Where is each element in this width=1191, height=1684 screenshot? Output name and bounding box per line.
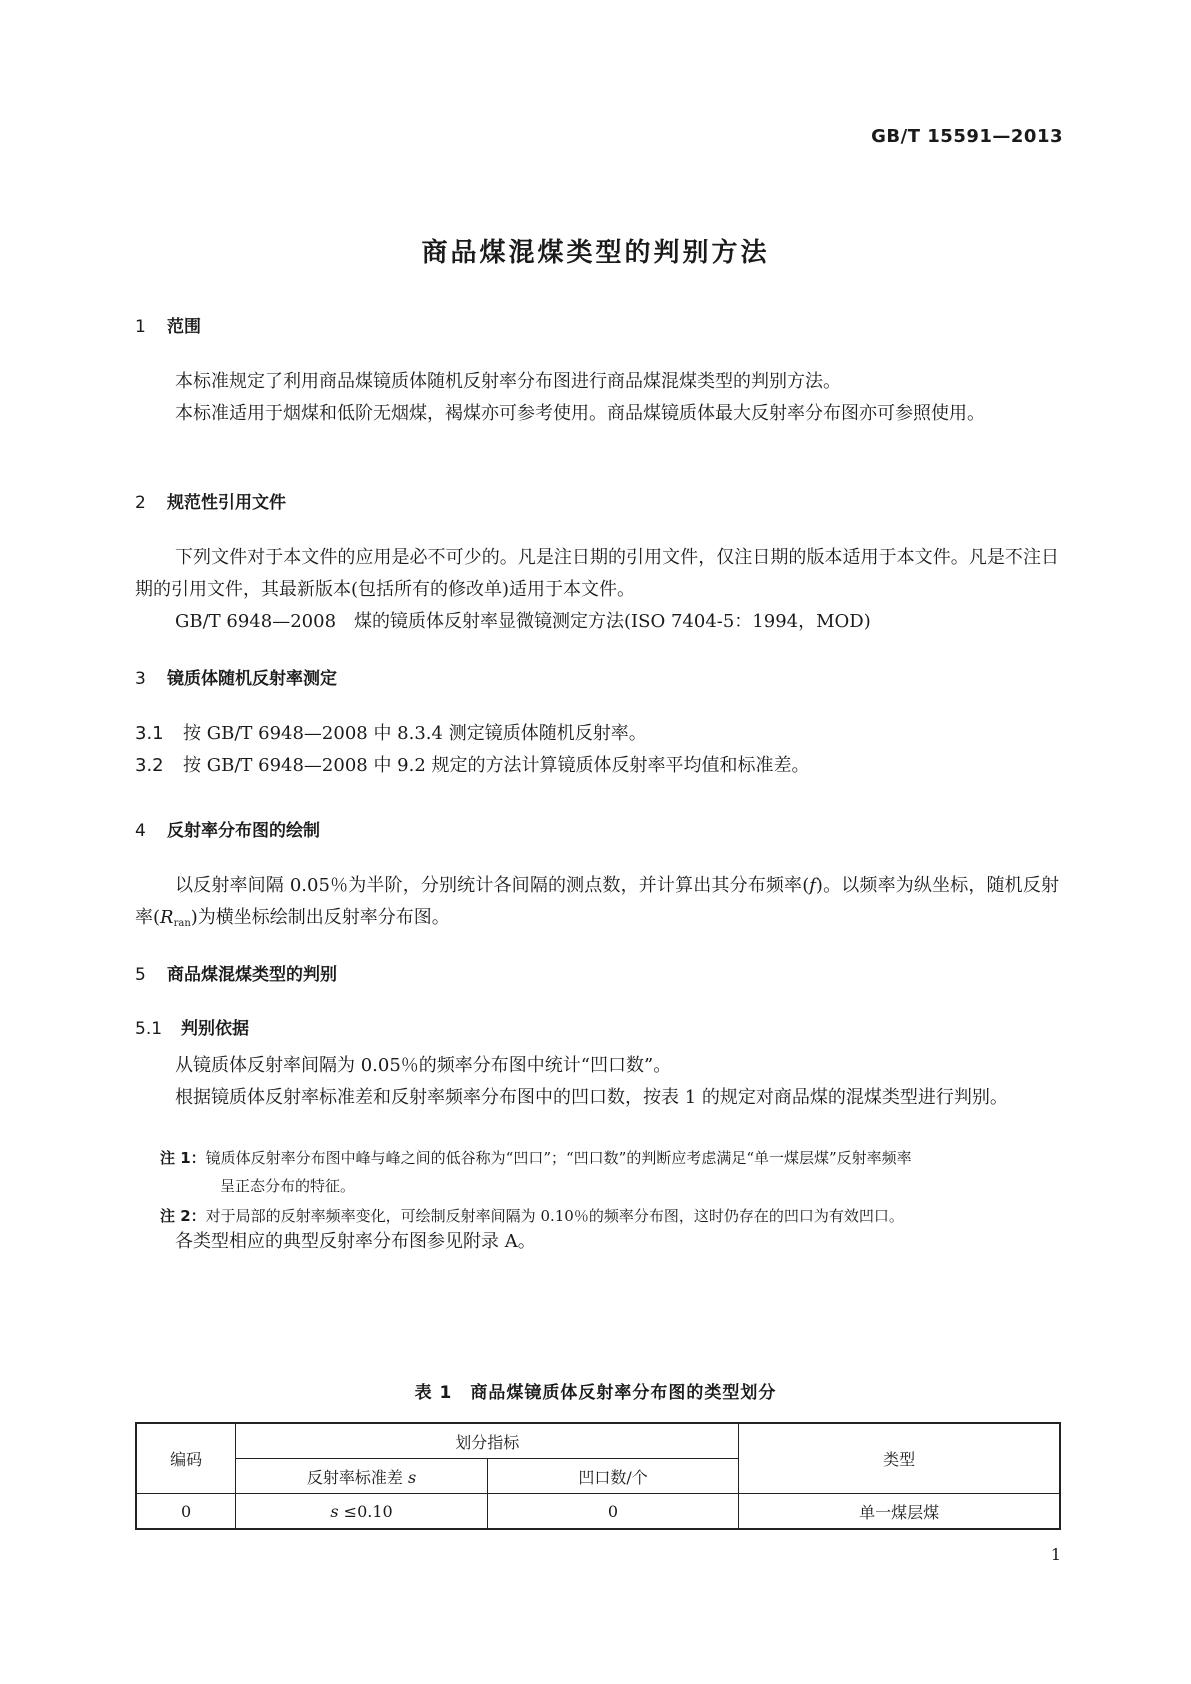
- paragraph: 下列文件对于本文件的应用是必不可少的。凡是注日期的引用文件，仅注日期的版本适用于本文件。凡是不注日期的引用文件，其最新版本(包括所有的修改单)适用于本文件。: [135, 547, 1059, 600]
- page-number: 1: [1050, 1545, 1061, 1564]
- clause-text: 按 GB/T 6948—2008 中 9.2 规定的方法计算镜质体反射率平均值和标准差。: [183, 755, 810, 776]
- section-2-heading: [135, 488, 286, 513]
- header-index: 划分指标: [236, 1423, 739, 1459]
- section-title: 范围: [167, 317, 201, 337]
- section-title: 判别依据: [181, 1019, 249, 1039]
- note-label: 注 1：: [160, 1149, 206, 1167]
- table-header-row: [136, 1423, 1060, 1459]
- text-run: )。以频率为纵坐标，随机反射率(: [135, 875, 1059, 928]
- table-1: [135, 1422, 1061, 1530]
- subscript-ran: ran: [173, 918, 191, 929]
- section-number: 4: [135, 821, 146, 841]
- normative-reference: GB/T 6948—2008 煤的镜质体反射率显微镜测定方法(ISO 7404-5：1994，MOD): [175, 611, 871, 632]
- note-1: [160, 1144, 1060, 1200]
- cell-std-value: ≤0.10: [338, 1501, 393, 1521]
- standard-code: GB/T 15591—2013: [871, 126, 1063, 147]
- text-run: )为横坐标绘制出反射率分布图。: [190, 907, 450, 928]
- section-number: 5.1: [135, 1019, 163, 1039]
- header-std-label: 反射率标准差: [306, 1467, 408, 1487]
- variable-s: s: [330, 1501, 339, 1521]
- section-number: 1: [135, 317, 146, 337]
- cell-notch-count: 0: [487, 1494, 738, 1530]
- variable-s: s: [407, 1467, 417, 1487]
- cell-std-dev: [236, 1494, 488, 1530]
- paragraph: 从镜质体反射率间隔为 0.05％的频率分布图中统计“凹口数”。: [175, 1055, 672, 1076]
- paragraph: 根据镜质体反射率标准差和反射率频率分布图中的凹口数，按表 1 的规定对商品煤的混煤类型进行判别。: [175, 1087, 1008, 1108]
- section-5-heading: [135, 960, 337, 985]
- paragraph: [135, 870, 1059, 940]
- clause-number: 3.2: [135, 755, 164, 776]
- section-number: 5: [135, 965, 146, 985]
- section-title: 镜质体随机反射率测定: [167, 669, 337, 689]
- clause-3-2: [135, 750, 1059, 782]
- section-number: 3: [135, 669, 146, 689]
- note-text: 镜质体反射率分布图中峰与峰之间的低谷称为“凹口”；“凹口数”的判断应考虑满足“单一煤层煤”反射率频率: [205, 1149, 912, 1167]
- section-title: 规范性引用文件: [167, 493, 286, 513]
- clause-number: 3.1: [135, 723, 164, 744]
- header-std-dev: [236, 1459, 488, 1494]
- document-title: 商品煤混煤类型的判别方法: [421, 238, 770, 268]
- header-notch-count: 凹口数/个: [487, 1459, 738, 1494]
- note-text-continued: 呈正态分布的特征。: [220, 1177, 356, 1195]
- section-3-heading: [135, 664, 337, 689]
- section-4-heading: [135, 816, 320, 841]
- variable-r: R: [160, 907, 174, 928]
- header-code: 编码: [136, 1423, 236, 1494]
- header-type: 类型: [739, 1423, 1060, 1494]
- section-1-heading: [135, 312, 201, 337]
- clause-3-1: [135, 718, 1059, 750]
- cell-type: 单一煤层煤: [739, 1494, 1060, 1530]
- note-text: 对于局部的反射率频率变化，可绘制反射率间隔为 0.10％的频率分布图，这时仍存在的凹口为有效凹口。: [205, 1207, 904, 1225]
- clause-text: 按 GB/T 6948—2008 中 8.3.4 测定镜质体随机反射率。: [183, 723, 647, 744]
- cell-code: 0: [136, 1494, 236, 1530]
- section-number: 2: [135, 493, 146, 513]
- paragraph: 本标准规定了利用商品煤镜质体随机反射率分布图进行商品煤混煤类型的判别方法。: [175, 371, 841, 392]
- section-title: 反射率分布图的绘制: [167, 821, 320, 841]
- table-row: [136, 1494, 1060, 1530]
- paragraph: 本标准适用于烟煤和低阶无烟煤，褐煤亦可参考使用。商品煤镜质体最大反射率分布图亦可参照使用。: [175, 403, 985, 424]
- section-5-1-heading: [135, 1014, 249, 1039]
- paragraph: 各类型相应的典型反射率分布图参见附录 A。: [175, 1231, 536, 1252]
- section-title: 商品煤混煤类型的判别: [167, 965, 337, 985]
- text-run: 以反射率间隔 0.05％为半阶，分别统计各间隔的测点数，并计算出其分布频率(: [175, 875, 810, 896]
- note-label: 注 2：: [160, 1207, 206, 1225]
- variable-f: f: [809, 875, 816, 896]
- table-1-title: 表 1 商品煤镜质体反射率分布图的类型划分: [414, 1383, 777, 1403]
